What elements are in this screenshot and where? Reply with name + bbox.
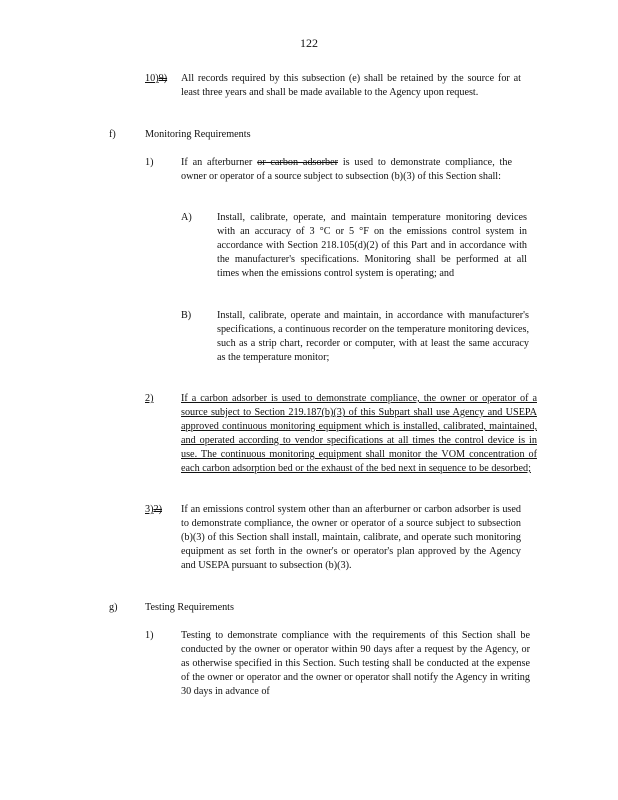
section-f-item-3-text: If an emissions control system other than an afterburner or carbon adsorber is used to demonstrate compliance, the owner or operator of a source subject to subsection (b)(3) of this Section shall install, maintain, calibrate, and operate such monitoring equipment as set forth in the owner's or operator's plan approved by the Agency and USEPA pursuant to subsection (b)(3). [181, 504, 521, 571]
section-g-heading: Testing Requirements [145, 602, 234, 613]
section-g-item-1-text: Testing to demonstrate compliance with the requirements of this Section shall be conducted by the owner or operator within 90 days after a request by the Agency, or as otherwise specified in this Section. Such testing shall be conducted at the expense of the owner or operator and the owner or operator shall notify the Agency in writing 30 days in advance of [181, 630, 530, 697]
item-10-text: All records required by this subsection (e) shall be retained by the source for at least three years and shall be made available to the Agency upon request. [181, 73, 521, 98]
section-f-label: f) [109, 129, 116, 140]
sub-a-label: A) [181, 212, 192, 223]
item-1-struck-text: or carbon adsorber [257, 157, 338, 168]
sub-b-label: B) [181, 310, 192, 321]
section-f-item-3-label [145, 503, 162, 517]
section-f-item-2-text: If a carbon adsorber is used to demonstrate compliance, the owner or operator of a source subject to Section 219.187(b)(3) of this Subpart shall use Agency and USEPA approved continuous monitoring equipment which is installed, calibrated, maintained, and operated according to vendor specifications at all times the control device is in use. The continuous monitoring equipment shall monitor the VOM concentration of each carbon adsorption bed or the exhaust of the bed next in sequence to be desorbed; [181, 393, 537, 474]
section-g-item-1-label: 1) [145, 630, 154, 641]
section-f-heading: Monitoring Requirements [145, 129, 251, 140]
section-f-item-1-label: 1) [145, 157, 154, 168]
page-number: 122 [300, 36, 318, 50]
item-1-text-b: is used to demonstrate compliance, the owner or operator of a source subject to subsection (b)(3) of this Section shall: [181, 157, 512, 182]
section-f-item-1-text [181, 156, 512, 184]
item-3-new-label: 3) [145, 504, 154, 515]
section-g-label: g) [109, 602, 118, 613]
item-1-text-a: If an afterburner [181, 157, 253, 168]
item-10-label [145, 72, 167, 86]
sub-b-text: Install, calibrate, operate and maintain, in accordance with manufacturer's specifications, a continuous recorder on the temperature monitoring devices, such as a strip chart, recorder or computer, with at least the same accuracy as the temperature monitor; [217, 310, 529, 363]
item-10-old-label: 9) [158, 73, 168, 84]
item-3-old-label: 2) [153, 504, 162, 515]
item-2-label-text: 2) [145, 393, 154, 404]
item-10-new-label: 10) [145, 73, 159, 84]
section-f-item-2-label [145, 392, 154, 406]
sub-a-text: Install, calibrate, operate, and maintain temperature monitoring devices with an accuracy of 3 °C or 5 °F on the emissions control system in accordance with Section 218.105(d)(2) of this Part and in accordance with the manufacturer's specifications. Monitoring shall be performed at all times when the emissions control system is operating; and [217, 212, 527, 279]
